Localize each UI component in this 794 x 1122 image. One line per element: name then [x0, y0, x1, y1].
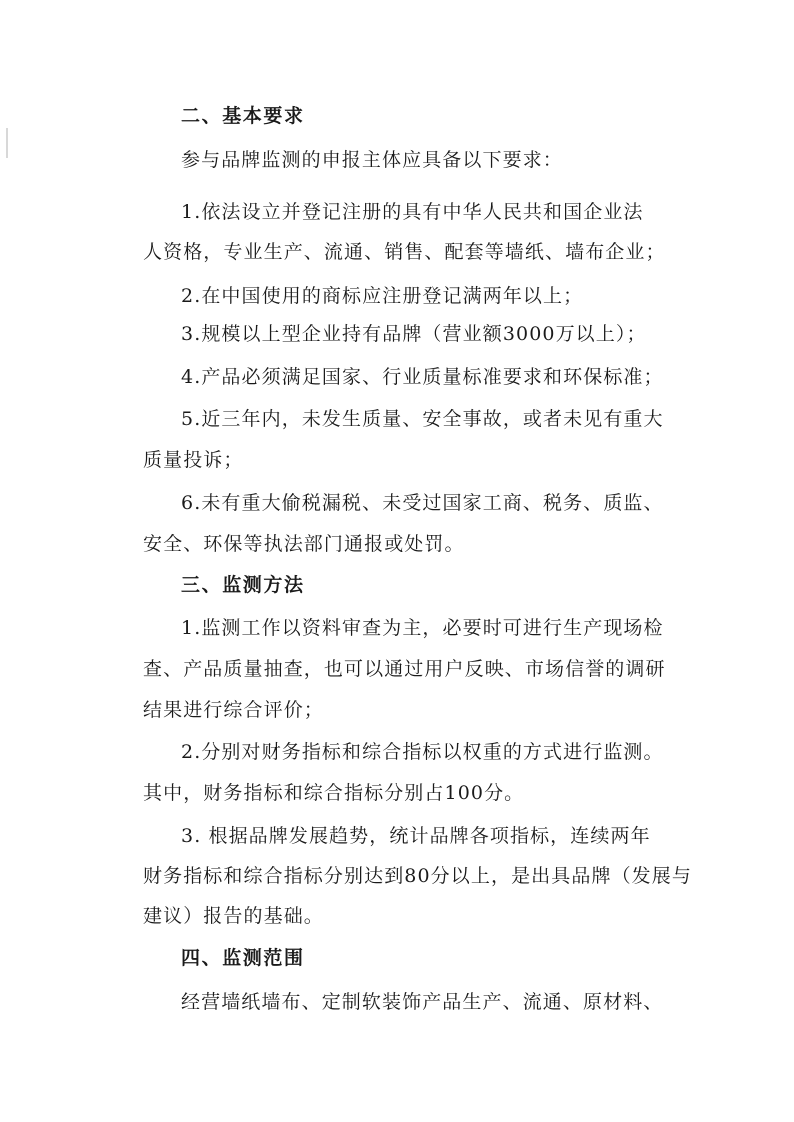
paragraph-line: 经营墙纸墙布、定制软装饰产品生产、流通、原材料、 [181, 991, 664, 1013]
paragraph-line: 参与品牌监测的申报主体应具备以下要求： [181, 149, 563, 171]
list-item-line: 2.分别对财务指标和综合指标以权重的方式进行监测。 [181, 741, 664, 763]
list-item-line: 5.近三年内，未发生质量、安全事故，或者未见有重大 [181, 408, 664, 430]
section-heading-monitoring-scope: 四、监测范围 [181, 947, 305, 969]
list-item-line: 其中，财务指标和综合指标分别占100分。 [143, 782, 525, 804]
list-item-line: 结果进行综合评价； [143, 699, 324, 721]
list-item-line: 6.未有重大偷税漏税、未受过国家工商、税务、质监、 [181, 492, 664, 514]
list-item-line: 1.监测工作以资料审查为主，必要时可进行生产现场检 [181, 617, 664, 639]
list-item-line: 3.规模以上型企业持有品牌（营业额3000万以上）； [181, 323, 647, 345]
section-heading-basic-requirements: 二、基本要求 [181, 105, 305, 127]
list-item-line: 查、产品质量抽查，也可以通过用户反映、市场信誉的调研 [143, 658, 666, 680]
list-item-line: 财务指标和综合指标分别达到80分以上，是出具品牌（发展与 [143, 865, 692, 887]
list-item-line: 1.依法设立并登记注册的具有中华人民共和国企业法 [181, 201, 644, 223]
list-item-line: 建议）报告的基础。 [143, 905, 324, 927]
list-item-line: 2.在中国使用的商标应注册登记满两年以上； [181, 285, 584, 307]
scan-artifact [6, 128, 8, 158]
list-item-line: 质量投诉； [143, 449, 244, 471]
list-item-line: 3. 根据品牌发展趋势，统计品牌各项指标，连续两年 [181, 825, 651, 847]
list-item-line: 4.产品必须满足国家、行业质量标准要求和环保标准； [181, 366, 664, 388]
section-heading-monitoring-methods: 三、监测方法 [181, 574, 305, 596]
list-item-line: 安全、环保等执法部门通报或处罚。 [143, 533, 465, 555]
list-item-line: 人资格，专业生产、流通、销售、配套等墙纸、墙布企业； [143, 241, 666, 263]
